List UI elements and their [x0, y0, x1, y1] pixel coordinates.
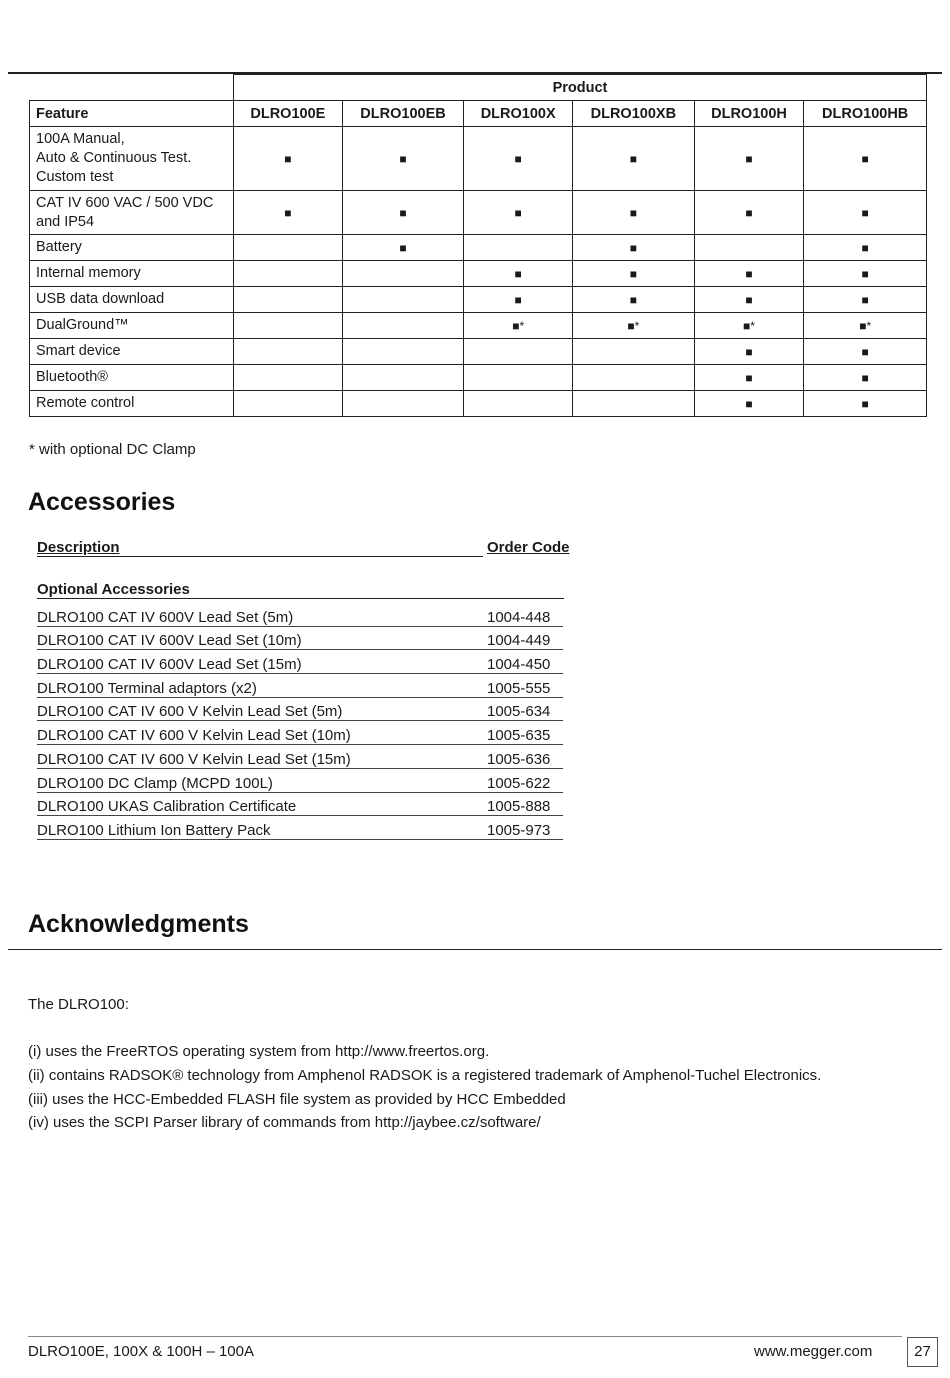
availability-cell: ■ [804, 191, 927, 235]
feature-label-line: Smart device [36, 343, 121, 359]
availability-cell [234, 287, 343, 313]
accessory-order-code: 1005-888 [487, 798, 551, 816]
accessory-description: DLRO100 CAT IV 600 V Kelvin Lead Set (15m) [37, 750, 351, 768]
feature-table-body [30, 127, 927, 417]
accessory-description: DLRO100 Terminal adaptors (x2) [37, 679, 257, 697]
order-code-header: Order Code [487, 539, 570, 556]
availability-cell: ■* [464, 313, 573, 339]
availability-cell [342, 261, 464, 287]
feature-cell [30, 191, 234, 235]
accessory-description: DLRO100 DC Clamp (MCPD 100L) [37, 774, 273, 792]
table-header-row [30, 101, 927, 127]
accessory-order-code: 1005-635 [487, 727, 551, 745]
feature-cell [30, 365, 234, 391]
model-header: DLRO100XB [573, 101, 695, 127]
availability-cell: ■ [573, 287, 695, 313]
availability-cell: ■ [694, 127, 804, 191]
availability-cell [464, 391, 573, 417]
table-group-header-row [30, 75, 927, 101]
accessory-order-code: 1004-448 [487, 608, 551, 626]
feature-cell [30, 287, 234, 313]
availability-cell: ■ [694, 287, 804, 313]
feature-header: Feature [30, 101, 234, 127]
availability-cell [342, 391, 464, 417]
accessory-order-code: 1005-622 [487, 774, 551, 792]
optional-accessories-heading: Optional Accessories [37, 581, 564, 599]
table-row [30, 235, 927, 261]
accessory-row [37, 603, 563, 627]
availability-cell: ■ [804, 261, 927, 287]
availability-cell: ■ [694, 391, 804, 417]
feature-cell [30, 235, 234, 261]
model-header: DLRO100H [694, 101, 804, 127]
availability-cell: ■ [464, 191, 573, 235]
model-header: DLRO100HB [804, 101, 927, 127]
accessory-order-code: 1004-449 [487, 632, 551, 650]
availability-cell: ■ [464, 287, 573, 313]
accessory-row [37, 674, 563, 698]
acknowledgments-rule [8, 949, 942, 950]
footer-rule [28, 1336, 902, 1337]
availability-cell: ■ [694, 191, 804, 235]
availability-cell: ■ [804, 235, 927, 261]
availability-cell: ■ [234, 191, 343, 235]
accessory-order-code: 1005-555 [487, 679, 551, 697]
availability-cell [464, 339, 573, 365]
availability-cell: ■ [694, 339, 804, 365]
accessory-row [37, 769, 563, 793]
acknowledgment-item: (iii) uses the HCC-Embedded FLASH file system as provided by HCC Embedded [28, 1090, 566, 1108]
availability-cell [234, 261, 343, 287]
table-row [30, 391, 927, 417]
feature-cell [30, 391, 234, 417]
availability-cell [464, 365, 573, 391]
table-row [30, 287, 927, 313]
availability-cell: ■ [464, 261, 573, 287]
product-group-header: Product [234, 75, 927, 101]
availability-cell: ■ [573, 191, 695, 235]
availability-cell: ■ [464, 127, 573, 191]
accessory-row [37, 698, 563, 722]
acknowledgments-heading: Acknowledgments [28, 910, 249, 938]
model-header: DLRO100X [464, 101, 573, 127]
availability-cell [573, 339, 695, 365]
feature-label-line: Bluetooth® [36, 369, 108, 385]
feature-label-line: Custom test [36, 169, 114, 185]
table-row [30, 191, 927, 235]
table-row [30, 339, 927, 365]
feature-label-line: Internal memory [36, 265, 141, 281]
availability-cell [234, 391, 343, 417]
availability-cell [234, 339, 343, 365]
feature-cell [30, 261, 234, 287]
accessory-order-code: 1005-634 [487, 703, 551, 721]
model-header: DLRO100EB [342, 101, 464, 127]
accessory-description: DLRO100 CAT IV 600V Lead Set (15m) [37, 656, 302, 674]
availability-cell [234, 235, 343, 261]
table-row [30, 261, 927, 287]
accessory-row [37, 721, 563, 745]
feature-label-line: Auto & Continuous Test. [36, 150, 192, 166]
table-footnote: * with optional DC Clamp [29, 441, 196, 458]
accessory-row [37, 650, 563, 674]
availability-cell [694, 235, 804, 261]
acknowledgment-item: (iv) uses the SCPI Parser library of commands from http://jaybee.cz/software/ [28, 1114, 541, 1132]
feature-table [29, 74, 927, 417]
feature-label-line: CAT IV 600 VAC / 500 VDC [36, 194, 214, 211]
table-row [30, 313, 927, 339]
availability-cell: ■ [342, 127, 464, 191]
feature-label-line: Battery [36, 239, 82, 255]
accessories-list [37, 603, 563, 840]
feature-label-line: and IP54 [36, 213, 95, 230]
accessories-header [37, 539, 571, 557]
availability-cell: ■* [573, 313, 695, 339]
accessory-description: DLRO100 CAT IV 600V Lead Set (10m) [37, 632, 302, 650]
availability-cell: ■ [234, 127, 343, 191]
availability-cell: ■* [694, 313, 804, 339]
availability-cell [234, 365, 343, 391]
availability-cell: ■ [342, 235, 464, 261]
availability-cell [234, 313, 343, 339]
availability-cell: ■ [573, 127, 695, 191]
table-row [30, 365, 927, 391]
availability-cell: ■ [694, 261, 804, 287]
accessory-row [37, 745, 563, 769]
availability-cell [342, 339, 464, 365]
availability-cell: ■ [804, 339, 927, 365]
accessory-row [37, 793, 563, 817]
accessory-row [37, 627, 563, 651]
accessory-row [37, 816, 563, 840]
acknowledgments-list [28, 1043, 821, 1138]
accessory-order-code: 1005-636 [487, 750, 551, 768]
availability-cell: ■* [804, 313, 927, 339]
availability-cell: ■ [804, 127, 927, 191]
availability-cell: ■ [804, 391, 927, 417]
description-header: Description [37, 539, 483, 557]
table-row [30, 127, 927, 191]
availability-cell [573, 391, 695, 417]
table-corner [30, 75, 234, 101]
feature-label-line: USB data download [36, 291, 165, 307]
feature-cell [30, 339, 234, 365]
availability-cell: ■ [804, 365, 927, 391]
availability-cell: ■ [694, 365, 804, 391]
accessory-order-code: 1004-450 [487, 656, 551, 674]
accessory-description: DLRO100 Lithium Ion Battery Pack [37, 821, 271, 839]
availability-cell [342, 313, 464, 339]
availability-cell [342, 365, 464, 391]
feature-cell [30, 313, 234, 339]
availability-cell [573, 365, 695, 391]
footer-product-name: DLRO100E, 100X & 100H – 100A [28, 1343, 254, 1360]
feature-cell [30, 127, 234, 191]
availability-cell [342, 287, 464, 313]
accessory-order-code: 1005-973 [487, 821, 551, 839]
accessory-description: DLRO100 CAT IV 600 V Kelvin Lead Set (5m) [37, 703, 343, 721]
feature-label-line: Remote control [36, 395, 135, 411]
availability-cell: ■ [573, 261, 695, 287]
page-number: 27 [907, 1337, 938, 1367]
accessory-description: DLRO100 CAT IV 600V Lead Set (5m) [37, 608, 294, 626]
availability-cell: ■ [573, 235, 695, 261]
acknowledgment-item: (i) uses the FreeRTOS operating system from http://www.freertos.org. [28, 1043, 490, 1060]
availability-cell: ■ [342, 191, 464, 235]
acknowledgments-intro: The DLRO100: [28, 996, 129, 1013]
acknowledgment-item: (ii) contains RADSOK® technology from Amphenol RADSOK is a registered trademark of Amphenol-Tuchel Electronics. [28, 1066, 822, 1084]
feature-label-line: 100A Manual, [36, 131, 125, 147]
footer-website: www.megger.com [754, 1343, 873, 1360]
availability-cell [464, 235, 573, 261]
feature-label-line: DualGround™ [36, 317, 129, 333]
accessories-heading: Accessories [28, 488, 176, 516]
availability-cell: ■ [804, 287, 927, 313]
accessory-description: DLRO100 CAT IV 600 V Kelvin Lead Set (10m) [37, 727, 351, 745]
model-header: DLRO100E [234, 101, 343, 127]
accessory-description: DLRO100 UKAS Calibration Certificate [37, 798, 297, 816]
